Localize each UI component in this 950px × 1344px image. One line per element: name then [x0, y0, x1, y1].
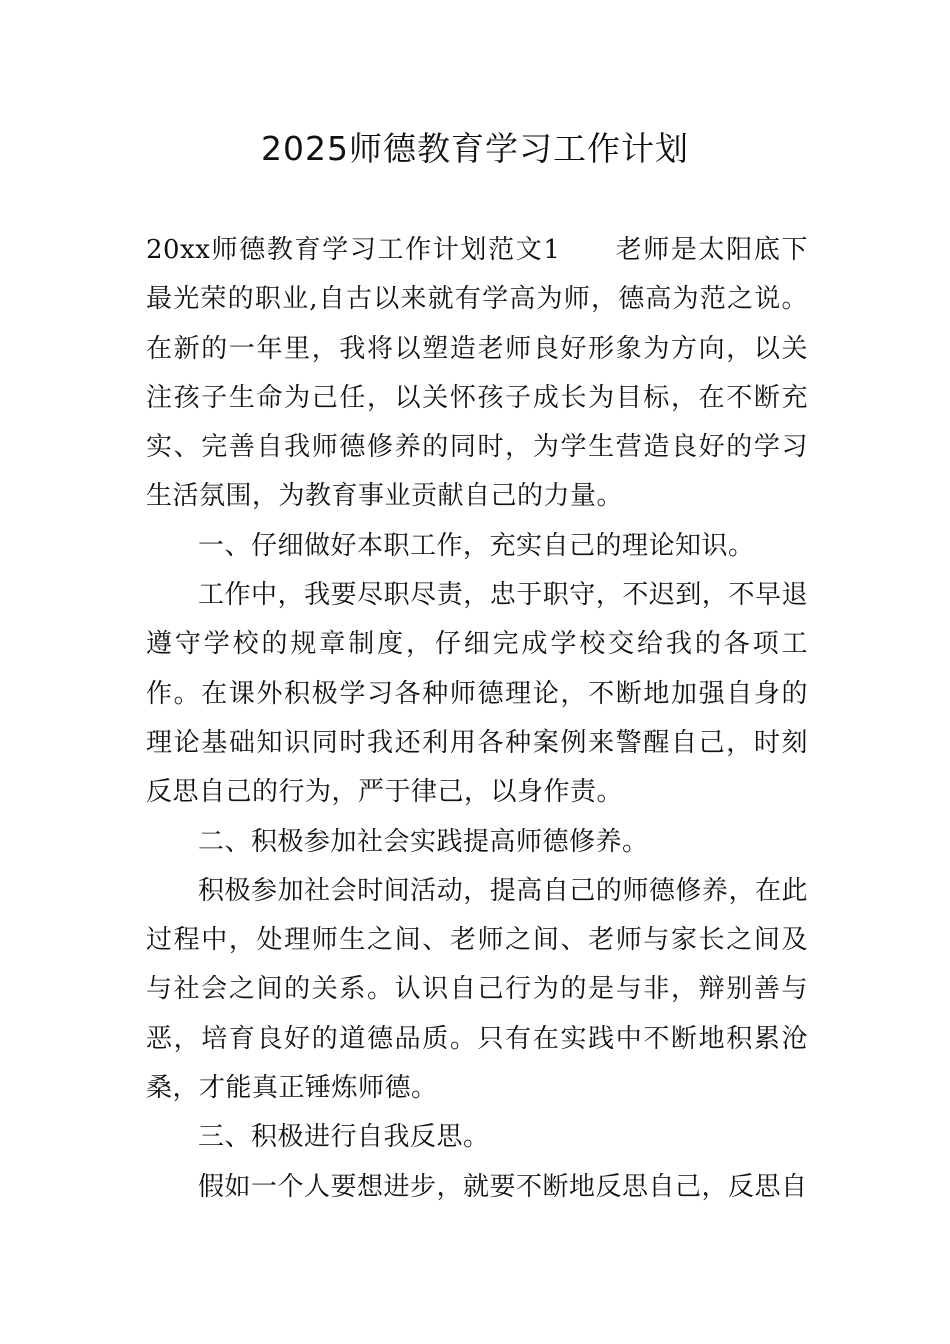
intro-paragraph: [146, 226, 808, 522]
section-paragraph-3: 假如一个人要想进步，就要不断地反思自己，反思自: [198, 1171, 808, 1202]
document-title: 2025师德教育学习工作计划: [261, 129, 689, 168]
section-heading-1: 一、仔细做好本职工作，充实自己的理论知识。: [198, 530, 755, 561]
section-paragraph-2: 积极参加社会时间活动，提高自己的师德修养，在此过程中，处理师生之间、老师之间、老师与家长之间及与社会之间的关系。认识自己行为的是与非，辩别善与恶，培育良好的道德品质。只有在实践中不断地积累沧桑，才能真正锤炼师德。: [146, 875, 808, 1104]
section-paragraph-1: 工作中，我要尽职尽责，忠于职守，不迟到，不早退遵守学校的规章制度，仔细完成学校交给我的各项工作。在课外积极学习各种师德理论，不断地加强自身的理论基础知识同时我还利用各种案例来警醒自己，时刻反思自己的行为，严于律己，以身作责。: [146, 580, 808, 808]
intro-text: 老师是太阳底下最光荣的职业,自古以来就有学高为师，德高为范之说。在新的一年里，我将以塑造老师良好形象为方向，以关注孩子生命为己任，以关怀孩子成长为目标，在不断充实、完善自我师德修养的同时，为学生营造良好的学习生活氛围，为教育事业贡献自己的力量。: [146, 235, 808, 512]
section-heading-3: 三、积极进行自我反思。: [198, 1122, 490, 1153]
section-heading-2: 二、积极参加社会实践提高师德修养。: [198, 826, 649, 857]
document-body: [146, 226, 808, 1212]
intro-heading: 20xx师德教育学习工作计划范文1: [146, 235, 561, 265]
